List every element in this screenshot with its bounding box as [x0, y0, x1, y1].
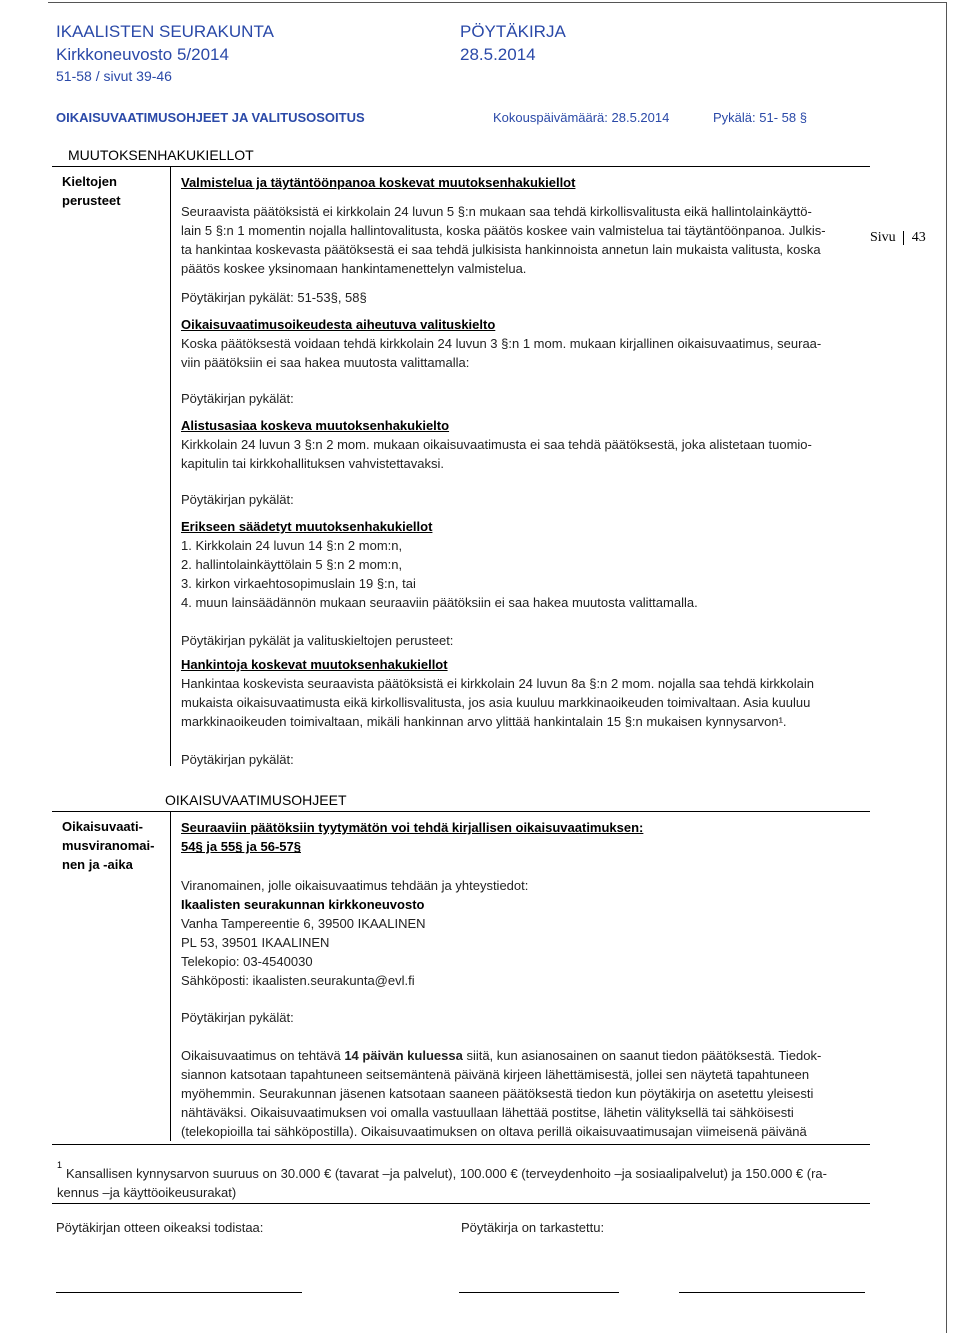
address-line: Telekopio: 03-4540030 — [181, 954, 313, 969]
footnote-marker: 1 — [57, 1160, 63, 1170]
block2-title: Oikaisuvaatimusoikeudesta aiheutuva valituskielto — [181, 317, 496, 332]
block1-sections: Pöytäkirjan pykälät: 51-53§, 58§ — [181, 290, 367, 305]
block4-item: 2. hallintolainkäyttölain 5 §:n 2 mom:n, — [181, 557, 403, 572]
side-label-1: Kieltojen — [62, 174, 117, 189]
section-title: OIKAISUVAATIMUSOHJEET JA VALITUSOSOITUS — [56, 110, 365, 125]
block3-title: Alistusasiaa koskeva muutoksenhakukielto — [181, 418, 450, 433]
deadline-line: myöhemmin. Seurakunnan jäsenen katsotaan saaneen päätöksestä tiedon kun pöytäkirja on asetettu yleisesti — [181, 1086, 814, 1101]
deadline-bold: 14 päivän kuluessa — [344, 1048, 463, 1063]
signature-line-right-2 — [679, 1292, 865, 1293]
deadline-line: Oikaisuvaatimus on tehtävä 14 päivän kuluessa siitä, kun asianosainen on saanut tiedon päätöksestä. Tiedok- — [181, 1048, 822, 1063]
footnote-rule — [52, 1203, 870, 1204]
authority-intro: Viranomainen, jolle oikaisuvaatimus tehdään ja yhteystiedot: — [181, 878, 529, 893]
address-line: Sähköposti: ikaalisten.seurakunta@evl.fi — [181, 973, 415, 988]
block5-line: mukaista oikaisuvaatimusta eikä kirkollisvalitusta, jos asia kuuluu markkinaoikeuden toimivaltaan. Asia kuuluu — [181, 695, 811, 710]
block1-line: Seuraavista päätöksistä ei kirkkolain 24 luvun 5 §:n mukaan saa tehdä kirkollisvalitusta eikä hallintolainkäyttö- — [181, 204, 812, 219]
signature-line-left — [56, 1292, 302, 1293]
block5-line: Hankintaa koskevista seuraavista päätöksistä ei kirkkolain 24 luvun 8a §:n 2 mom. nojalla saa tehdä kirkkolain — [181, 676, 815, 691]
restrictions-heading: MUUTOKSENHAKUKIELLOT — [68, 147, 254, 163]
appeal-column-rule — [170, 811, 171, 1141]
block4-item: 1. Kirkkolain 24 luvun 14 §:n 2 mom:n, — [181, 538, 403, 553]
block1-line: päätös koskee yksinomaan hankintamenettelyn valmistelua. — [181, 261, 527, 276]
appeal-top-rule — [52, 811, 870, 812]
block1-line: ta hankintaa koskevasta päätöksestä ei saa tehdä julkisista hankinnoista annetun lain mukaista valitusta, koska — [181, 242, 821, 257]
appeal-side-label: nen ja -aika — [62, 857, 133, 872]
block1-title: Valmistelua ja täytäntöönpanoa koskevat muutoksenhakukiellot — [181, 175, 576, 190]
page-range: 51-58 / sivut 39-46 — [56, 68, 172, 84]
appeal-sections-label: Pöytäkirjan pykälät: — [181, 1010, 294, 1025]
block3-line: Kirkkolain 24 luvun 3 §:n 2 mom. mukaan oikaisuvaatimusta ei saa tehdä päätöksestä, joka alistetaan tuomio- — [181, 437, 812, 452]
sections-label: Pykälä: 51- 58 § — [713, 110, 807, 125]
deadline-line: siannon katsotaan tapahtuneen seitsemäntenä päivänä kirjeen lähettämisestä, jollei sen näytetä tapahtuneen — [181, 1067, 810, 1082]
block3-line: kapitulin tai kirkkohallituksen vahvistettavaksi. — [181, 456, 445, 471]
signature-line-right-1 — [459, 1292, 619, 1293]
page-number-divider — [903, 231, 904, 245]
deadline-line: nähtäväksi. Oikaisuvaatimuksen voi omalla vastuullaan lähettää postitse, lähetin välityksellä tai sähköisesti — [181, 1105, 794, 1120]
meeting-date: 28.5.2014 — [460, 45, 536, 64]
block4-title: Erikseen säädetyt muutoksenhakukiellot — [181, 519, 433, 534]
block2-line: viin päätöksiin ei saa hakea muutosta valittamalla: — [181, 355, 470, 370]
meeting-date-label: Kokouspäivämäärä: 28.5.2014 — [493, 110, 670, 125]
appeal-heading: OIKAISUVAATIMUSOHJEET — [165, 792, 347, 808]
block5-line: markkinaoikeuden toimivaltaan, mikäli hankinnan arvo ylittää hankintalain 15 §:n mukaisen kynnysarvon¹. — [181, 714, 787, 729]
address-line: Vanha Tampereentie 6, 39500 IKAALINEN — [181, 916, 426, 931]
block3-sections: Pöytäkirjan pykälät: — [181, 492, 294, 507]
deadline-line: (telekopioilla tai sähköpostilla). Oikaisuvaatimuksen on oltava perillä oikaisuvaatimusajan viimeisenä päivänä — [181, 1124, 807, 1139]
block2-line: Koska päätöksestä voidaan tehdä kirkkolain 24 luvun 3 §:n 1 mom. mukaan kirjallinen oikaisuvaatimus, seuraa- — [181, 336, 822, 351]
doc-type: PÖYTÄKIRJA — [460, 22, 566, 41]
block5-title: Hankintoja koskevat muutoksenhakukiellot — [181, 657, 448, 672]
page-number: Sivu 43 — [870, 230, 926, 245]
org-name: IKAALISTEN SEURAKUNTA — [56, 22, 274, 41]
block2-sections: Pöytäkirjan pykälät: — [181, 391, 294, 406]
block4-item: 4. muun lainsäädännön mukaan seuraaviin päätöksiin ei saa hakea muutosta valittamalla. — [181, 595, 698, 610]
block1-line: lain 5 §:n 1 momentin nojalla hallintovalitusta, koska päätös koskee vain valmistelua tai täytäntöönpanoa. Julkis- — [181, 223, 826, 238]
appeal-side-label: Oikaisuvaati- — [62, 819, 143, 834]
appeal-title: Seuraaviin päätöksiin tyytymätön voi tehdä kirjallisen oikaisuvaatimuksen: — [181, 820, 644, 835]
footnote-line: Kansallisen kynnysarvon suuruus on 30.000 € (tavarat –ja palvelut), 100.000 € (terveydenhoito –ja sosiaalipalvelut) ja 150.000 € (ra- — [66, 1166, 827, 1181]
block4-item: 3. kirkon virkaehtosopimuslain 19 §:n, tai — [181, 576, 416, 591]
address-line: PL 53, 39501 IKAALINEN — [181, 935, 330, 950]
meeting-body: Kirkkoneuvosto 5/2014 — [56, 45, 229, 64]
signature-label-left: Pöytäkirjan otteen oikeaksi todistaa: — [56, 1220, 264, 1235]
restrictions-top-rule — [52, 166, 870, 167]
footnote-line: kennus –ja käyttöoikeusurakat) — [57, 1185, 237, 1200]
side-label-2: perusteet — [62, 193, 121, 208]
block5-sections: Pöytäkirjan pykälät: — [181, 752, 294, 767]
block4-sections: Pöytäkirjan pykälät ja valituskieltojen perusteet: — [181, 633, 454, 648]
signature-label-right: Pöytäkirja on tarkastettu: — [461, 1220, 605, 1235]
appeal-side-label: musviranomai- — [62, 838, 155, 853]
appeal-bottom-rule — [52, 1144, 870, 1145]
restrictions-column-rule — [170, 166, 171, 766]
authority-name: Ikaalisten seurakunnan kirkkoneuvosto — [181, 897, 425, 912]
appeal-sections-bold: 54§ ja 55§ ja 56-57§ — [181, 839, 301, 854]
